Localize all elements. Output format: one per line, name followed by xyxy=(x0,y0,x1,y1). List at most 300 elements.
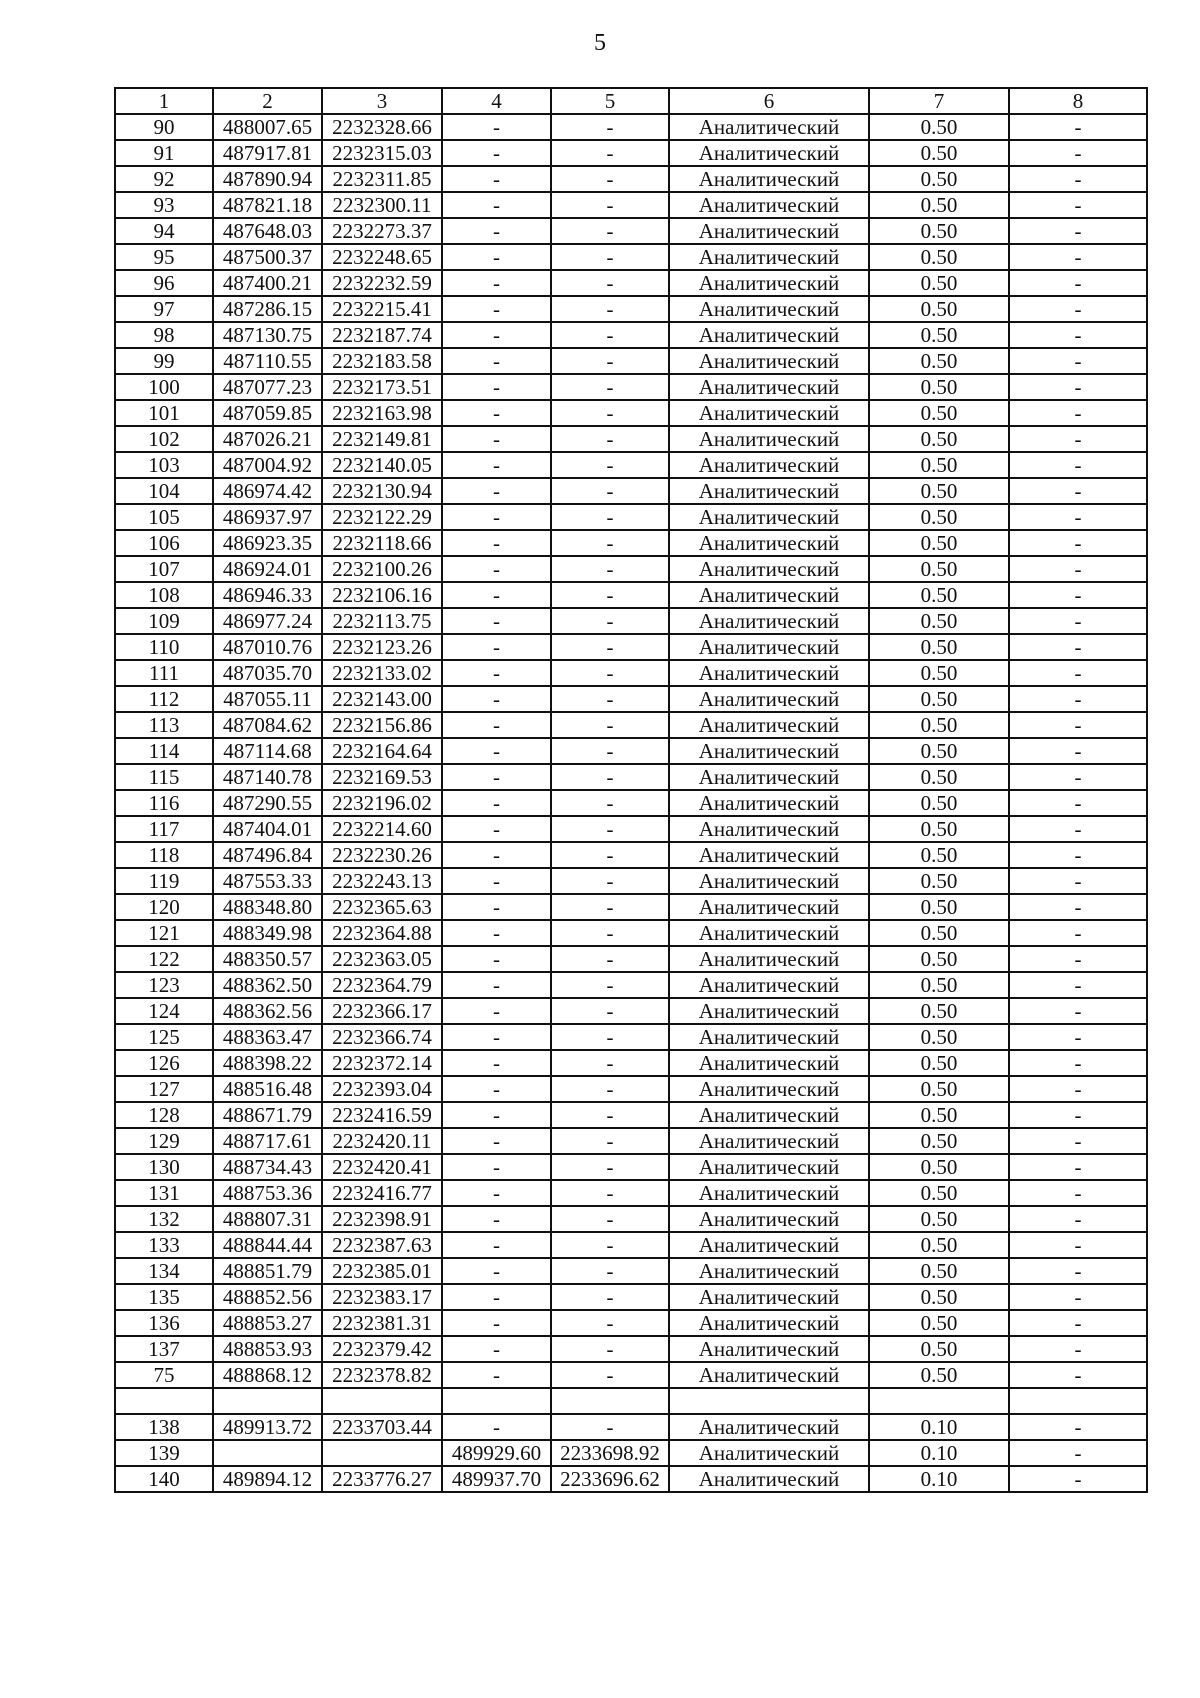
table-cell: 0.50 xyxy=(869,1258,1009,1284)
table-cell: - xyxy=(1009,348,1147,374)
table-cell: 2232149.81 xyxy=(322,426,442,452)
table-cell: 2232363.05 xyxy=(322,946,442,972)
table-cell: 488853.27 xyxy=(213,1310,322,1336)
table-cell: - xyxy=(551,920,669,946)
table-cell: 487496.84 xyxy=(213,842,322,868)
column-header: 5 xyxy=(551,88,669,114)
table-cell: - xyxy=(551,348,669,374)
table-cell: 2232300.11 xyxy=(322,192,442,218)
table-cell: 0.50 xyxy=(869,1362,1009,1388)
table-cell: - xyxy=(1009,322,1147,348)
table-cell: 488734.43 xyxy=(213,1154,322,1180)
table-cell xyxy=(213,1440,322,1466)
table-cell: - xyxy=(1009,530,1147,556)
table-row xyxy=(115,1388,1147,1414)
table-cell: - xyxy=(1009,1310,1147,1336)
table-cell: 2232273.37 xyxy=(322,218,442,244)
table-cell: Аналитический xyxy=(669,530,869,556)
table-cell: 124 xyxy=(115,998,213,1024)
table-cell: 133 xyxy=(115,1232,213,1258)
table-cell: 486924.01 xyxy=(213,556,322,582)
table-cell: - xyxy=(1009,374,1147,400)
table-cell: - xyxy=(1009,1284,1147,1310)
table-cell: 2232416.59 xyxy=(322,1102,442,1128)
table-row xyxy=(115,504,1147,530)
table-cell: 486946.33 xyxy=(213,582,322,608)
table-cell: 0.50 xyxy=(869,374,1009,400)
table-cell: 0.50 xyxy=(869,1076,1009,1102)
table-cell: - xyxy=(442,1362,551,1388)
table-cell: Аналитический xyxy=(669,322,869,348)
table-cell: - xyxy=(442,660,551,686)
table-row xyxy=(115,1310,1147,1336)
table-cell: 2232315.03 xyxy=(322,140,442,166)
table-cell: 116 xyxy=(115,790,213,816)
table-cell: 487400.21 xyxy=(213,270,322,296)
table-cell: 0.50 xyxy=(869,1154,1009,1180)
table-cell: - xyxy=(1009,608,1147,634)
table-cell: 0.50 xyxy=(869,1232,1009,1258)
table-cell: 0.50 xyxy=(869,738,1009,764)
table-cell xyxy=(551,1388,669,1414)
table-cell: 0.50 xyxy=(869,270,1009,296)
table-cell: - xyxy=(442,296,551,322)
table-cell: Аналитический xyxy=(669,686,869,712)
table-cell: 488671.79 xyxy=(213,1102,322,1128)
table-cell: - xyxy=(442,244,551,270)
table-cell: 137 xyxy=(115,1336,213,1362)
table-cell: 487114.68 xyxy=(213,738,322,764)
table-cell: Аналитический xyxy=(669,218,869,244)
table-row xyxy=(115,1128,1147,1154)
table-cell: 2232364.79 xyxy=(322,972,442,998)
table-cell: Аналитический xyxy=(669,660,869,686)
table-cell: 0.50 xyxy=(869,972,1009,998)
table-cell: - xyxy=(442,556,551,582)
table-cell: - xyxy=(1009,1336,1147,1362)
table-cell: - xyxy=(1009,244,1147,270)
table-cell: - xyxy=(1009,712,1147,738)
column-header: 2 xyxy=(213,88,322,114)
table-cell: 95 xyxy=(115,244,213,270)
table-cell: 114 xyxy=(115,738,213,764)
table-cell: 2232420.11 xyxy=(322,1128,442,1154)
table-cell: 103 xyxy=(115,452,213,478)
table-cell: - xyxy=(551,1258,669,1284)
table-cell: 2232130.94 xyxy=(322,478,442,504)
table-cell: - xyxy=(551,868,669,894)
table-cell: Аналитический xyxy=(669,998,869,1024)
table-cell: 487130.75 xyxy=(213,322,322,348)
table-cell: 2232383.17 xyxy=(322,1284,442,1310)
table-cell: 0.50 xyxy=(869,1050,1009,1076)
table-cell: 0.50 xyxy=(869,114,1009,140)
table-cell: 101 xyxy=(115,400,213,426)
table-cell: - xyxy=(1009,192,1147,218)
table-cell: - xyxy=(1009,790,1147,816)
table-cell: - xyxy=(442,374,551,400)
table-cell: 487077.23 xyxy=(213,374,322,400)
table-cell: Аналитический xyxy=(669,1128,869,1154)
table-cell: 2232164.64 xyxy=(322,738,442,764)
table-cell: 115 xyxy=(115,764,213,790)
table-row xyxy=(115,530,1147,556)
table-cell: - xyxy=(551,894,669,920)
table-cell: 96 xyxy=(115,270,213,296)
table-cell: 131 xyxy=(115,1180,213,1206)
table-cell: 487890.94 xyxy=(213,166,322,192)
table-cell: - xyxy=(1009,738,1147,764)
table-cell: - xyxy=(1009,140,1147,166)
table-row xyxy=(115,1232,1147,1258)
table-cell: Аналитический xyxy=(669,1076,869,1102)
table-cell: Аналитический xyxy=(669,634,869,660)
table-cell: Аналитический xyxy=(669,1362,869,1388)
table-cell: - xyxy=(1009,452,1147,478)
table-cell: - xyxy=(551,478,669,504)
table-cell: - xyxy=(1009,426,1147,452)
table-cell: 488717.61 xyxy=(213,1128,322,1154)
table-cell: 0.50 xyxy=(869,504,1009,530)
table-row xyxy=(115,1336,1147,1362)
table-row xyxy=(115,1154,1147,1180)
table-cell: - xyxy=(551,556,669,582)
table-cell: 2232106.16 xyxy=(322,582,442,608)
table-cell: - xyxy=(551,1232,669,1258)
table-cell: 0.50 xyxy=(869,712,1009,738)
table-row xyxy=(115,478,1147,504)
table-cell: - xyxy=(442,348,551,374)
table-cell: - xyxy=(442,946,551,972)
table-cell: - xyxy=(1009,218,1147,244)
table-cell: 140 xyxy=(115,1466,213,1492)
table-cell: 2232163.98 xyxy=(322,400,442,426)
table-cell: Аналитический xyxy=(669,1206,869,1232)
table-cell: 2232100.26 xyxy=(322,556,442,582)
table-cell: 0.50 xyxy=(869,1206,1009,1232)
table-cell: 0.50 xyxy=(869,894,1009,920)
table-cell: 2232122.29 xyxy=(322,504,442,530)
table-cell: 489894.12 xyxy=(213,1466,322,1492)
table-cell: 488007.65 xyxy=(213,114,322,140)
table-cell: Аналитический xyxy=(669,192,869,218)
table-cell: 135 xyxy=(115,1284,213,1310)
table-cell: 0.50 xyxy=(869,556,1009,582)
table-cell: - xyxy=(442,192,551,218)
table-cell xyxy=(322,1440,442,1466)
table-cell: - xyxy=(442,270,551,296)
table-cell: - xyxy=(1009,920,1147,946)
table-cell: Аналитический xyxy=(669,582,869,608)
table-cell: 90 xyxy=(115,114,213,140)
table-cell: - xyxy=(551,244,669,270)
table-row xyxy=(115,842,1147,868)
table-cell: 488349.98 xyxy=(213,920,322,946)
table-cell: 123 xyxy=(115,972,213,998)
table-cell: - xyxy=(1009,296,1147,322)
table-cell: 488807.31 xyxy=(213,1206,322,1232)
table-row xyxy=(115,140,1147,166)
table-cell: Аналитический xyxy=(669,1310,869,1336)
table-cell: 487553.33 xyxy=(213,868,322,894)
table-cell: 2232230.26 xyxy=(322,842,442,868)
table-cell: Аналитический xyxy=(669,166,869,192)
table-cell: 0.50 xyxy=(869,1024,1009,1050)
table-row xyxy=(115,998,1147,1024)
table-cell: 105 xyxy=(115,504,213,530)
table-cell: 139 xyxy=(115,1440,213,1466)
table-cell: 0.50 xyxy=(869,1336,1009,1362)
table-cell: - xyxy=(551,192,669,218)
table-cell: Аналитический xyxy=(669,868,869,894)
table-cell: 92 xyxy=(115,166,213,192)
table-cell: 487110.55 xyxy=(213,348,322,374)
table-cell: 0.50 xyxy=(869,608,1009,634)
table-cell: 489913.72 xyxy=(213,1414,322,1440)
table-cell: 0.10 xyxy=(869,1440,1009,1466)
table-cell: - xyxy=(551,400,669,426)
table-cell: 126 xyxy=(115,1050,213,1076)
table-cell: Аналитический xyxy=(669,1284,869,1310)
table-cell: - xyxy=(551,374,669,400)
table-cell: 0.50 xyxy=(869,790,1009,816)
table-row xyxy=(115,1466,1147,1492)
table-cell: - xyxy=(551,1180,669,1206)
table-cell: 110 xyxy=(115,634,213,660)
table-cell: - xyxy=(551,1154,669,1180)
table-cell: - xyxy=(1009,894,1147,920)
table-cell: - xyxy=(551,322,669,348)
table-cell: 0.50 xyxy=(869,1284,1009,1310)
table-cell: - xyxy=(442,114,551,140)
table-cell: - xyxy=(1009,868,1147,894)
table-cell: - xyxy=(442,1154,551,1180)
table-cell: 111 xyxy=(115,660,213,686)
table-cell: Аналитический xyxy=(669,452,869,478)
table-cell: 2233703.44 xyxy=(322,1414,442,1440)
table-cell: 486923.35 xyxy=(213,530,322,556)
table-cell: Аналитический xyxy=(669,738,869,764)
table-cell: - xyxy=(551,452,669,478)
table-cell: 121 xyxy=(115,920,213,946)
table-cell: 2232113.75 xyxy=(322,608,442,634)
table-cell: 487035.70 xyxy=(213,660,322,686)
table-cell: - xyxy=(442,582,551,608)
table-cell: 488851.79 xyxy=(213,1258,322,1284)
table-cell: 127 xyxy=(115,1076,213,1102)
table-cell: 132 xyxy=(115,1206,213,1232)
table-cell: 488753.36 xyxy=(213,1180,322,1206)
coordinates-table xyxy=(114,87,1148,1493)
column-header: 4 xyxy=(442,88,551,114)
table-cell: 125 xyxy=(115,1024,213,1050)
table-cell xyxy=(322,1388,442,1414)
table-cell: 487026.21 xyxy=(213,426,322,452)
table-cell: - xyxy=(442,1414,551,1440)
column-header: 7 xyxy=(869,88,1009,114)
table-cell: 2233776.27 xyxy=(322,1466,442,1492)
table-row xyxy=(115,218,1147,244)
table-cell: 0.10 xyxy=(869,1414,1009,1440)
table-cell: 2232385.01 xyxy=(322,1258,442,1284)
table-cell: - xyxy=(551,296,669,322)
table-cell: - xyxy=(551,1206,669,1232)
column-header: 3 xyxy=(322,88,442,114)
table-cell: Аналитический xyxy=(669,816,869,842)
table-cell: - xyxy=(1009,1024,1147,1050)
table-cell: Аналитический xyxy=(669,348,869,374)
table-row xyxy=(115,166,1147,192)
table-row xyxy=(115,1076,1147,1102)
table-cell: 487140.78 xyxy=(213,764,322,790)
table-row xyxy=(115,738,1147,764)
table-cell: 2232196.02 xyxy=(322,790,442,816)
table-cell: Аналитический xyxy=(669,790,869,816)
table-cell: 99 xyxy=(115,348,213,374)
table-cell: - xyxy=(442,764,551,790)
table-row xyxy=(115,790,1147,816)
table-cell: - xyxy=(442,1050,551,1076)
table-row xyxy=(115,816,1147,842)
table-row xyxy=(115,1206,1147,1232)
table-cell: Аналитический xyxy=(669,478,869,504)
table-cell: 486974.42 xyxy=(213,478,322,504)
table-body xyxy=(115,114,1147,1492)
table-row xyxy=(115,712,1147,738)
table-cell: 488868.12 xyxy=(213,1362,322,1388)
table-cell: 2232215.41 xyxy=(322,296,442,322)
table-cell: - xyxy=(551,842,669,868)
table-cell: - xyxy=(442,816,551,842)
table-row xyxy=(115,946,1147,972)
table-cell: 0.50 xyxy=(869,348,1009,374)
table-cell: - xyxy=(1009,816,1147,842)
table-cell: 0.50 xyxy=(869,946,1009,972)
table-cell: - xyxy=(442,712,551,738)
table-cell: - xyxy=(1009,1076,1147,1102)
table-cell: 487404.01 xyxy=(213,816,322,842)
table-cell: 2232311.85 xyxy=(322,166,442,192)
table-cell: 2232366.74 xyxy=(322,1024,442,1050)
table-row xyxy=(115,400,1147,426)
table-cell: 106 xyxy=(115,530,213,556)
table-cell: Аналитический xyxy=(669,426,869,452)
table-row xyxy=(115,296,1147,322)
table-cell: - xyxy=(1009,764,1147,790)
table-cell: 487917.81 xyxy=(213,140,322,166)
table-cell: - xyxy=(1009,114,1147,140)
table-cell: 2232123.26 xyxy=(322,634,442,660)
table-cell: 0.50 xyxy=(869,1128,1009,1154)
table-cell: Аналитический xyxy=(669,374,869,400)
table-cell: 2233696.62 xyxy=(551,1466,669,1492)
table-cell: - xyxy=(1009,1414,1147,1440)
table-cell: - xyxy=(442,738,551,764)
table-cell: - xyxy=(551,1284,669,1310)
table-row xyxy=(115,1024,1147,1050)
table-cell: 488350.57 xyxy=(213,946,322,972)
table-cell: 487055.11 xyxy=(213,686,322,712)
table-cell: 112 xyxy=(115,686,213,712)
table-cell: - xyxy=(551,738,669,764)
table-cell: 0.50 xyxy=(869,660,1009,686)
page-number: 5 xyxy=(594,30,606,56)
table-cell: - xyxy=(551,764,669,790)
table-cell: Аналитический xyxy=(669,712,869,738)
table-cell: - xyxy=(442,1258,551,1284)
table-cell: 2232328.66 xyxy=(322,114,442,140)
table-cell: 0.50 xyxy=(869,478,1009,504)
table-cell: - xyxy=(551,1414,669,1440)
table-cell: 2232366.17 xyxy=(322,998,442,1024)
table-cell xyxy=(869,1388,1009,1414)
table-cell: - xyxy=(551,1336,669,1362)
table-cell: - xyxy=(442,608,551,634)
table-cell xyxy=(115,1388,213,1414)
table-cell: - xyxy=(551,1102,669,1128)
table-cell: 487059.85 xyxy=(213,400,322,426)
table-cell: 120 xyxy=(115,894,213,920)
table-cell: 488844.44 xyxy=(213,1232,322,1258)
table-cell: Аналитический xyxy=(669,1024,869,1050)
table-cell: Аналитический xyxy=(669,764,869,790)
table-row xyxy=(115,894,1147,920)
table-cell: Аналитический xyxy=(669,140,869,166)
column-header: 8 xyxy=(1009,88,1147,114)
table-cell: - xyxy=(1009,1154,1147,1180)
table-cell: - xyxy=(551,1310,669,1336)
table-cell: Аналитический xyxy=(669,1232,869,1258)
table-cell: 487010.76 xyxy=(213,634,322,660)
table-cell: 0.50 xyxy=(869,634,1009,660)
table-cell: - xyxy=(442,920,551,946)
table-cell: - xyxy=(1009,556,1147,582)
table-cell: 102 xyxy=(115,426,213,452)
table-row xyxy=(115,426,1147,452)
table-cell xyxy=(213,1388,322,1414)
table-cell: - xyxy=(442,972,551,998)
table-cell: 488516.48 xyxy=(213,1076,322,1102)
table-cell: 134 xyxy=(115,1258,213,1284)
table-row xyxy=(115,634,1147,660)
table-cell: 2233698.92 xyxy=(551,1440,669,1466)
table-cell: - xyxy=(1009,1258,1147,1284)
table-cell: 0.50 xyxy=(869,218,1009,244)
table-row xyxy=(115,1362,1147,1388)
table-cell: - xyxy=(551,790,669,816)
table-cell: 2232381.31 xyxy=(322,1310,442,1336)
table-cell: 2232232.59 xyxy=(322,270,442,296)
table-cell: 487286.15 xyxy=(213,296,322,322)
table-row xyxy=(115,348,1147,374)
table-cell: 2232379.42 xyxy=(322,1336,442,1362)
table-cell: 488398.22 xyxy=(213,1050,322,1076)
table-row xyxy=(115,686,1147,712)
table-cell: - xyxy=(1009,1050,1147,1076)
table-cell: - xyxy=(551,270,669,296)
table-cell: 0.50 xyxy=(869,1310,1009,1336)
table-row xyxy=(115,920,1147,946)
table-cell: - xyxy=(1009,1232,1147,1258)
table-cell: - xyxy=(1009,270,1147,296)
table-header-row xyxy=(115,88,1147,114)
table-cell: Аналитический xyxy=(669,608,869,634)
table-cell: 487821.18 xyxy=(213,192,322,218)
table-row xyxy=(115,374,1147,400)
table-cell: 0.50 xyxy=(869,192,1009,218)
table-cell: - xyxy=(1009,998,1147,1024)
table-cell: 136 xyxy=(115,1310,213,1336)
